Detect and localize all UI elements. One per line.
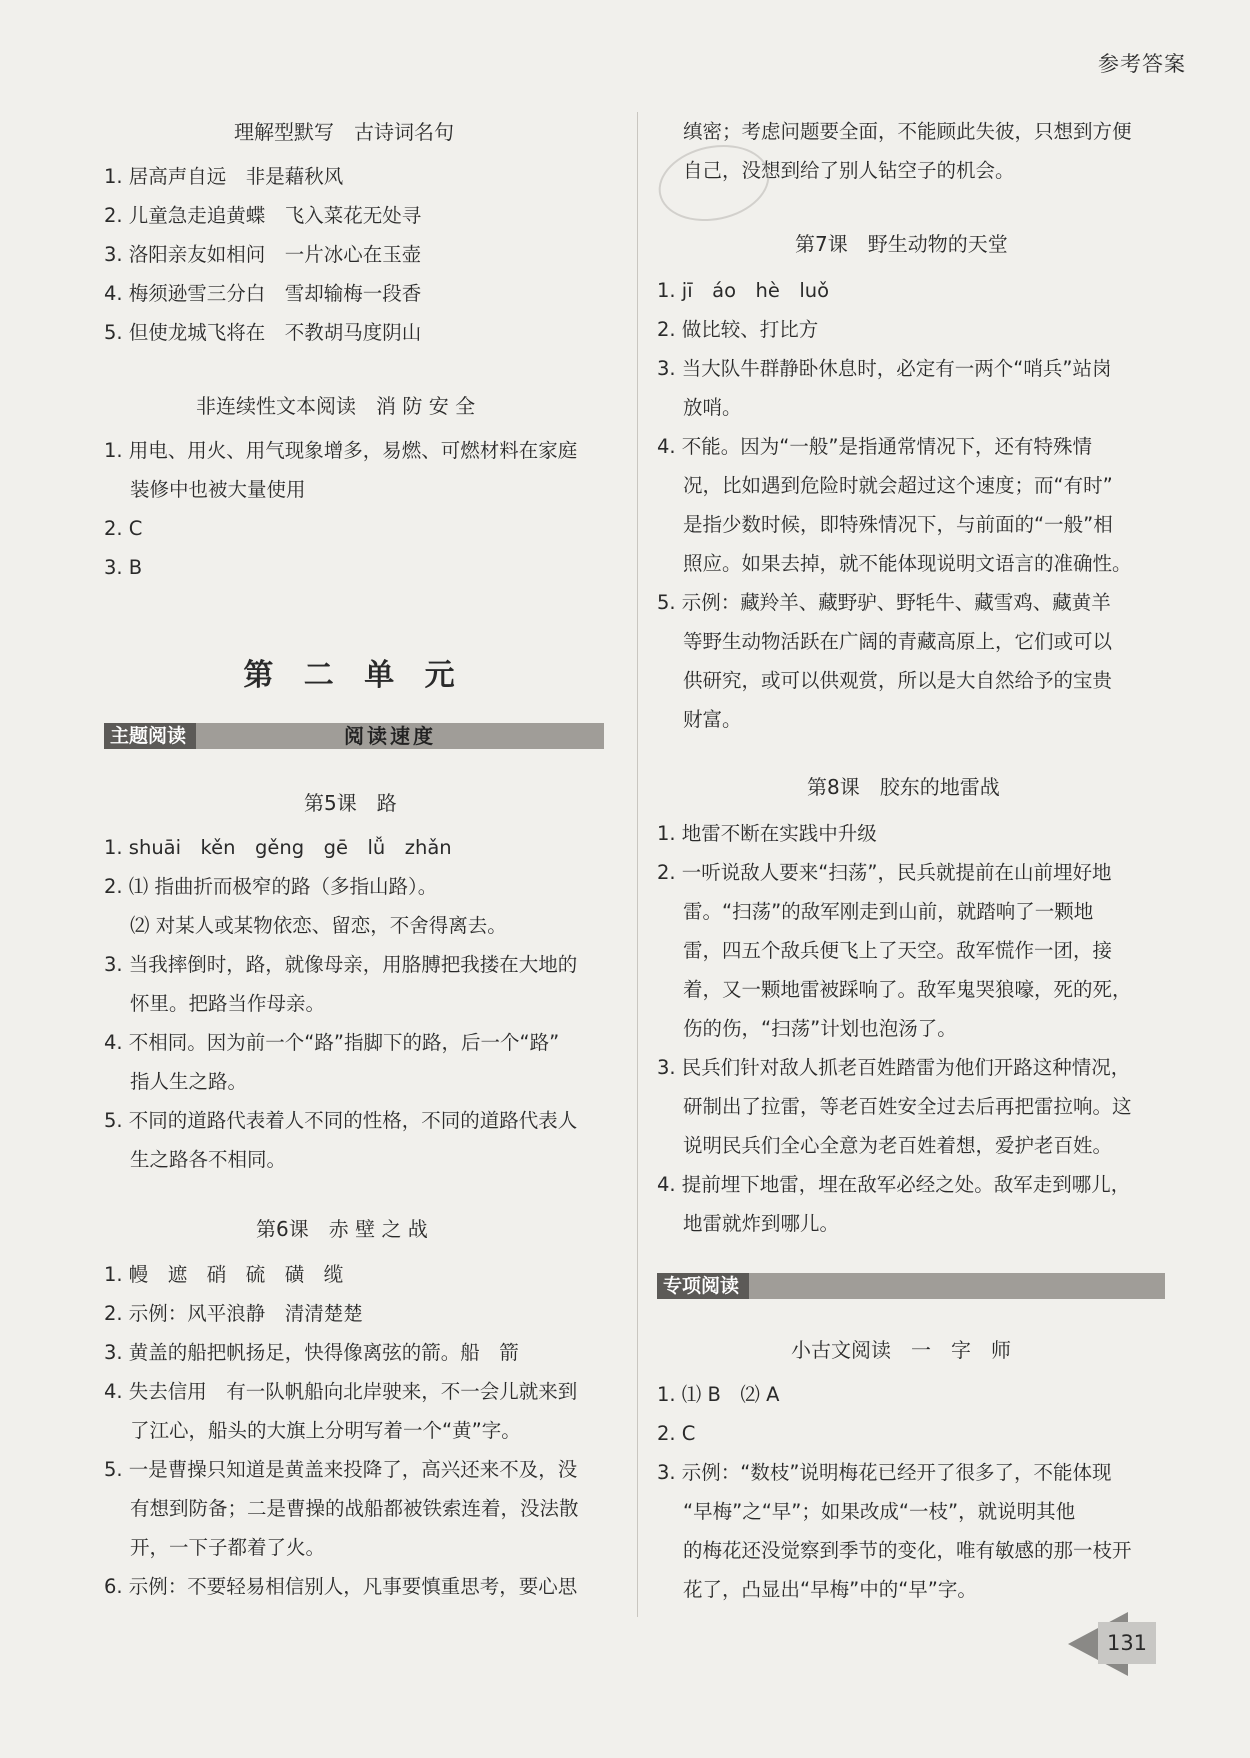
list-item: 1. shuāi kěn gěng gē lǚ zhǎn [104,836,452,859]
list-item: 地雷就炸到哪儿。 [683,1212,840,1235]
list-item: 着，又一颗地雷被踩响了。敌军鬼哭狼嚎，死的死， [683,978,1132,1001]
list-item: 2. 做比较、打比方 [657,318,819,341]
list-item: ⑵ 对某人或某物依恋、留恋，不舍得离去。 [130,914,507,937]
list-item: 况，比如遇到危险时就会超过这个速度；而“有时” [683,474,1113,497]
list-item: 是指少数时候，即特殊情况下，与前面的“一般”相 [683,513,1113,536]
list-item: 供研究，或可以供观赏，所以是大自然给予的宝贵 [683,669,1113,692]
theme-reading-title: 阅读速度 [344,724,436,748]
list-item: 照应。如果去掉，就不能体现说明文语言的准确性。 [683,552,1132,575]
list-item: 雷，四五个敌兵便飞上了天空。敌军慌作一团，接 [683,939,1113,962]
column-divider [637,112,638,1617]
list-item: 4. 不相同。因为前一个“路”指脚下的路，后一个“路” [104,1031,560,1054]
list-item: 3. 洛阳亲友如相问 一片冰心在玉壶 [104,243,422,266]
list-item: 自己，没想到给了别人钻空子的机会。 [683,159,1015,182]
list-item: 财富。 [683,708,742,731]
list-item: 5. 示例：藏羚羊、藏野驴、野牦牛、藏雪鸡、藏黄羊 [657,591,1111,614]
theme-reading-tag: 主题阅读 [104,723,196,749]
list-item: 指人生之路。 [130,1070,248,1093]
list-item: “早梅”之“早”；如果改成“一枝”，就说明其他 [683,1500,1076,1523]
list-item: 放哨。 [683,396,742,419]
lesson-7-title: 第7课 野生动物的天堂 [795,232,1008,256]
list-item: 2. 示例：风平浪静 清清楚楚 [104,1302,363,1325]
list-item: 2. 儿童急走追黄蝶 飞入菜花无处寻 [104,204,422,227]
list-item: 3. 示例：“数枝”说明梅花已经开了很多了，不能体现 [657,1461,1112,1484]
stamp-seal [652,135,777,231]
list-item: 2. C [657,1422,696,1445]
list-item: 雷。“扫荡”的敌军刚走到山前，就踏响了一颗地 [683,900,1094,923]
list-item: 开，一下子都着了火。 [130,1536,326,1559]
list-item: 2. 一听说敌人要来“扫荡”，民兵就提前在山前埋好地 [657,861,1112,884]
list-item: 缜密；考虑问题要全面，不能顾此失彼，只想到方便 [683,120,1132,143]
list-item: 1. 用电、用火、用气现象增多，易燃、可燃材料在家庭 [104,439,578,462]
list-item: 5. 不同的道路代表着人不同的性格，不同的道路代表人 [104,1109,578,1132]
list-item: 1. 居高声自远 非是藉秋风 [104,165,344,188]
section-title-poetry: 理解型默写 古诗词名句 [234,120,454,144]
list-item: 6. 示例：不要轻易相信别人，凡事要慎重思考，要心思 [104,1575,578,1598]
list-item: 5. 一是曹操只知道是黄盖来投降了，高兴还来不及，没 [104,1458,578,1481]
list-item: 3. 黄盖的船把帆扬足，快得像离弦的箭。船 箭 [104,1341,519,1364]
list-item: 伤的伤，“扫荡”计划也泡汤了。 [683,1017,957,1040]
list-item: 研制出了拉雷，等老百姓安全过去后再把雷拉响。这 [683,1095,1132,1118]
lesson-8-title: 第8课 胶东的地雷战 [807,775,1000,799]
lesson-5-title: 第5课 路 [304,791,397,815]
list-item: 3. 民兵们针对敌人抓老百姓踏雷为他们开路这种情况， [657,1056,1131,1079]
special-reading-tag: 专项阅读 [657,1273,749,1299]
unit-title: 第 二 单 元 [243,658,465,693]
list-item: 2. ⑴ 指曲折而极窄的路（多指山路）。 [104,875,438,898]
list-item: 4. 梅须逊雪三分白 雪却输梅一段香 [104,282,422,305]
list-item: 4. 失去信用 有一队帆船向北岸驶来，不一会儿就来到 [104,1380,578,1403]
list-item: 3. 当大队牛群静卧休息时，必定有一两个“哨兵”站岗 [657,357,1112,380]
list-item: 花了，凸显出“早梅”中的“早”字。 [683,1578,977,1601]
list-item: 3. B [104,556,143,579]
list-item: 的梅花还没觉察到季节的变化，唯有敏感的那一枝开 [683,1539,1132,1562]
list-item: 生之路各不相同。 [130,1148,287,1171]
list-item: 怀里。把路当作母亲。 [130,992,326,1015]
list-item: 2. C [104,517,143,540]
list-item: 了江心，船头的大旗上分明写着一个“黄”字。 [130,1419,521,1442]
list-item: 4. 提前埋下地雷，埋在敌军必经之处。敌军走到哪儿， [657,1173,1131,1196]
section-title-fire-safety: 非连续性文本阅读 消 防 安 全 [196,394,476,418]
list-item: 1. ⑴ B ⑵ A [657,1383,780,1406]
list-item: 4. 不能。因为“一般”是指通常情况下，还有特殊情 [657,435,1093,458]
list-item: 3. 当我摔倒时，路，就像母亲，用胳膊把我搂在大地的 [104,953,578,976]
list-item: 1. jī áo hè luǒ [657,279,830,302]
list-item: 5. 但使龙城飞将在 不教胡马度阴山 [104,321,422,344]
list-item: 1. 幔 遮 硝 硫 磺 缆 [104,1263,344,1286]
lesson-6-title: 第6课 赤 壁 之 战 [256,1217,428,1241]
page-header-label: 参考答案 [1098,52,1186,76]
page-number: 131 [1098,1622,1156,1664]
list-item: 有想到防备；二是曹操的战船都被铁索连着，没法散 [130,1497,579,1520]
list-item: 说明民兵们全心全意为老百姓着想，爱护老百姓。 [683,1134,1113,1157]
list-item: 1. 地雷不断在实践中升级 [657,822,877,845]
list-item: 等野生动物活跃在广阔的青藏高原上，它们或可以 [683,630,1113,653]
list-item: 装修中也被大量使用 [130,478,306,501]
classical-title: 小古文阅读 一 字 师 [791,1338,1011,1362]
